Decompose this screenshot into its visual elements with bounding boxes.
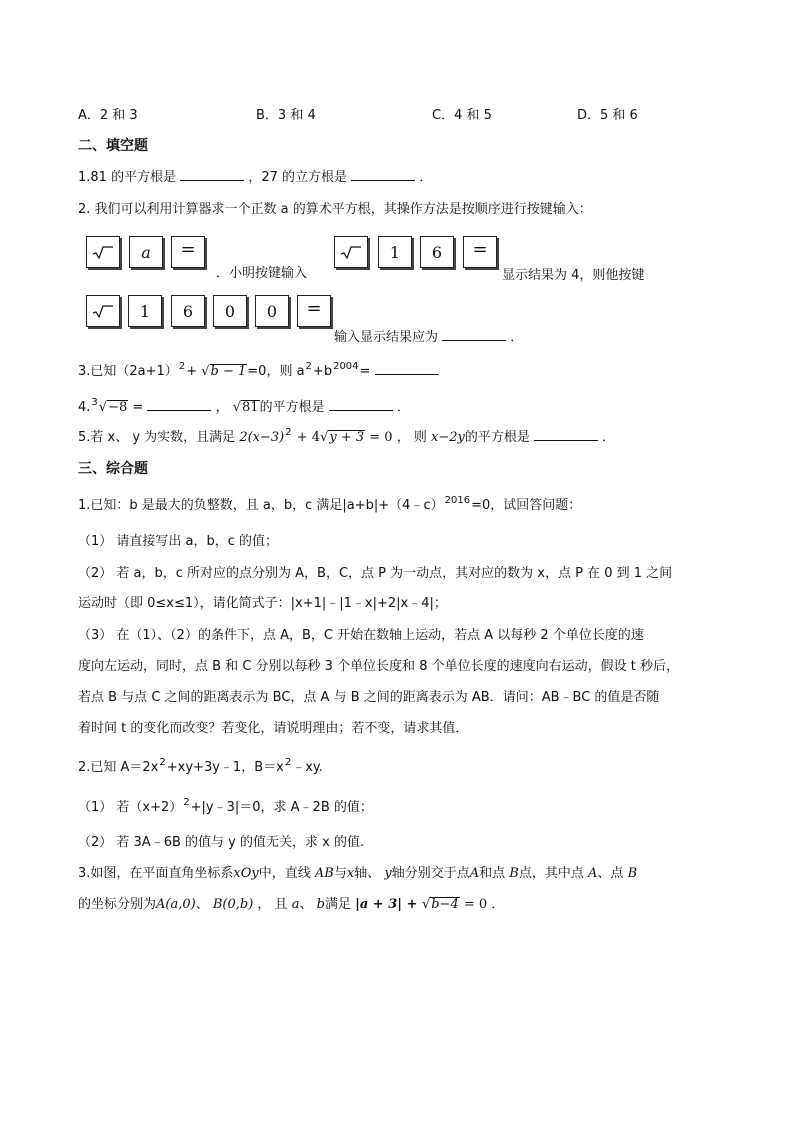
key-equals: = xyxy=(297,295,331,327)
q3-2-part1: （1） 若$(x+2)^2+|y﹣3|=0$，求 A﹣2B 的值； xyxy=(78,797,373,815)
q3-1-part3a: （3） 在（1）、（2）的条件下，点 A，B，C 开始在数轴上运动，若点 A 以每秒 2 个单位长度的速 xyxy=(78,628,644,643)
sqrt-key-icon xyxy=(86,236,120,268)
choice-d: D．5 和 6 xyxy=(577,108,638,123)
key-1: 1 xyxy=(378,236,412,268)
answer-blank[interactable] xyxy=(375,362,439,375)
key-0: 0 xyxy=(255,295,289,327)
q3-3-line2: 的坐标分别为A(a,0)、 B(0,b) ， 且 a、 b满足 |a + 3| + √b−4 = 0 ． xyxy=(78,897,505,912)
key-6: 6 xyxy=(171,295,205,327)
q3-3-line1: 3.如图，在平面直角坐标系xOy中，直线 AB与x轴、 y轴分别交于点A和点 B点，其中点 A、点 B xyxy=(78,866,638,881)
q3-1-part2a: （2） 若 a，b，c 所对应的点分别为 A，B，C，点 P 为一动点，其对应的数为 x，点 P 在 0 到 1 之间 xyxy=(78,566,673,581)
key-1: 1 xyxy=(128,295,162,327)
sqrt-key-icon xyxy=(334,236,368,268)
q2-3: 3.已知$(2a+1)^2+ √b - 1=0$，则 $a^2+b^{2004}=$ xyxy=(78,360,439,379)
choice-a: A．2 和 3 xyxy=(78,108,138,123)
answer-blank[interactable] xyxy=(147,398,211,411)
key-0: 0 xyxy=(213,295,247,327)
section-title-fill-blank: 二、填空题 xyxy=(78,138,148,154)
q3-1-part3d: 着时间 t 的变化而改变？若变化，请说明理由；若不变，请求其值． xyxy=(78,721,469,736)
key-6: 6 xyxy=(420,236,454,268)
q2-5: 5.若 x、 y 为实数，且满足 $2(x-3)^2 + 4√y + 3 = 0$ ， 则 x−2y的平方根是 ． xyxy=(78,427,616,445)
sqrt-symbol-icon xyxy=(340,245,362,259)
q3-2-stem: 2.已知 $A=2x^2+xy+3y﹣1$，$B=x^2﹣xy$. xyxy=(78,757,323,775)
q2-2-tail: 显示结果为 4，则他按键 xyxy=(502,268,645,283)
q3-1-stem: 1.已知：b 是最大的负整数，且 a，b，c 满足|a+b|+（4﹣c）$^{2016}$=0，试回答问题： xyxy=(78,495,582,513)
q3-1-part1: （1） 请直接写出 a，b，c 的值； xyxy=(78,534,279,549)
sqrt-symbol-icon xyxy=(92,304,114,318)
key-equals: = xyxy=(463,236,497,268)
answer-blank[interactable] xyxy=(329,398,393,411)
sqrt-symbol-icon xyxy=(92,245,114,259)
sqrt-key-icon xyxy=(86,295,120,327)
q2-2-mid: ．小明按键输入 xyxy=(216,266,308,281)
answer-blank[interactable] xyxy=(534,428,598,441)
answer-blank[interactable] xyxy=(180,168,244,181)
answer-blank[interactable] xyxy=(351,168,415,181)
q2-2-row2-tail: 输入显示结果应为 ． xyxy=(334,330,524,345)
key-equals: = xyxy=(171,236,205,268)
q3-2-part2: （2） 若 3A﹣6B 的值与 y 的值无关，求 x 的值. xyxy=(78,835,365,850)
key-a: a xyxy=(129,236,163,268)
section-title-comprehensive: 三、综合题 xyxy=(78,461,148,477)
choice-b: B．3 和 4 xyxy=(256,108,316,123)
q2-1: 1.81 的平方根是 ，27 的立方根是 ． xyxy=(78,170,433,185)
answer-blank[interactable] xyxy=(442,328,506,341)
q2-2-text: 2. 我们可以利用计算器求一个正数 a 的算术平方根，其操作方法是按顺序进行按键输入： xyxy=(78,202,592,217)
choice-c: C．4 和 5 xyxy=(432,108,492,123)
q3-1-part3c: 若点 B 与点 C 之间的距离表示为 BC，点 A 与 B 之间的距离表示为 AB．请问：AB﹣BC 的值是否随 xyxy=(78,690,660,705)
q3-1-part3b: 度向左运动，同时，点 B 和 C 分别以每秒 3 个单位长度和 8 个单位长度的速度向右运动，假设 t 秒后， xyxy=(78,659,679,674)
q2-4: 4.$^3$√−8 = ， √81的平方根是 ． xyxy=(78,397,410,415)
q3-1-part2b: 运动时（即 0≤x≤1），请化简式子：|x+1|﹣|1﹣x|+2|x﹣4|； xyxy=(78,596,447,611)
